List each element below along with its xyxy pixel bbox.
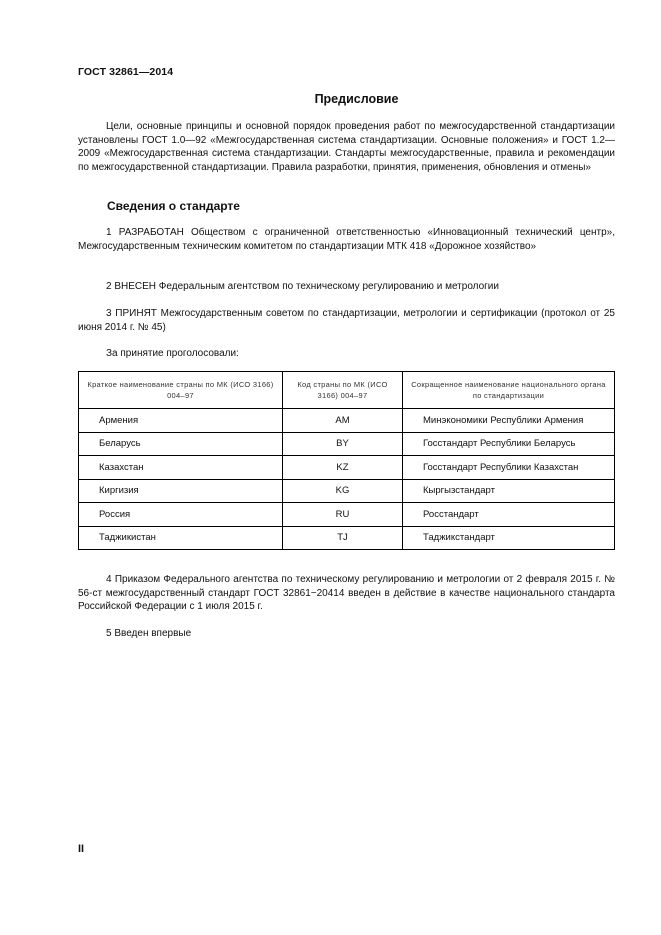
table-row <box>79 409 615 433</box>
country-code: KZ <box>283 456 403 480</box>
country-code: TJ <box>283 526 403 550</box>
info-item-adopted: 3 ПРИНЯТ Межгосударственным советом по стандартизации, метрологии и сертификации (протокол от 25 июня 2014 г. № 45) <box>78 308 615 333</box>
country-name: Казахстан <box>79 456 283 480</box>
country-name: Армения <box>79 409 283 433</box>
table-row <box>79 432 615 456</box>
info-item-submitted: 2 ВНЕСЕН Федеральным агентством по техническому регулированию и метрологии <box>106 281 499 292</box>
standards-body: Росстандарт <box>403 503 615 527</box>
country-name: Киргизия <box>79 479 283 503</box>
standards-body: Госстандарт Республики Беларусь <box>403 432 615 456</box>
standard-info-title: Сведения о стандарте <box>107 199 240 213</box>
info-item-first-introduced: 5 Введен впервые <box>106 628 192 639</box>
voted-label: За принятие проголосовали: <box>106 348 239 359</box>
info-item-enacted: 4 Приказом Федерального агентства по техническому регулированию и метрологии от 2 февраля 2015 г. № 56-ст межгосударственный стандарт ГОСТ 32861−20414 введен в действие в качестве национального стандарта Российской Федерации с 1 июля 2015 г. <box>78 574 615 612</box>
header-standards-body: Сокращенное наименование национального органа по стандартизации <box>403 372 615 409</box>
table-row <box>79 526 615 550</box>
preface-title: Предисловие <box>314 92 399 106</box>
country-name: Россия <box>79 503 283 527</box>
standards-body: Кыргызстандарт <box>403 479 615 503</box>
standards-body: Минэкономики Республики Армения <box>403 409 615 433</box>
country-code: AM <box>283 409 403 433</box>
document-code: ГОСТ 32861—2014 <box>78 66 174 78</box>
country-code: BY <box>283 432 403 456</box>
standards-body: Госстандарт Республики Казахстан <box>403 456 615 480</box>
header-country-code: Код страны по МК (ИСО 3166) 004–97 <box>283 372 403 409</box>
country-code: RU <box>283 503 403 527</box>
table-header-row <box>79 372 615 409</box>
header-country-name: Краткое наименование страны по МК (ИСО 3166) 004–97 <box>79 372 283 409</box>
table-row <box>79 456 615 480</box>
country-name: Беларусь <box>79 432 283 456</box>
country-name: Таджикистан <box>79 526 283 550</box>
page-number: II <box>78 843 85 855</box>
table-row <box>79 479 615 503</box>
preface-paragraph: Цели, основные принципы и основной порядок проведения работ по межгосударственной стандартизации установлены ГОСТ 1.0—92 «Межгосударственная система стандартизации. Основные положения» и ГОСТ 1.2—2009 «Межгосударственная система стандартизации. Стандарты межгосударственные, правила и рекомендации по межгосударственной стандартизации. Правила разработки, принятия, применения, обновления и отмены» <box>78 121 615 173</box>
table-row <box>79 503 615 527</box>
country-code: KG <box>283 479 403 503</box>
standards-body: Таджикстандарт <box>403 526 615 550</box>
info-item-developed: 1 РАЗРАБОТАН Обществом с ограниченной ответственностью «Инновационный технический центр», Межгосударственным техническим комитетом по стандартизации МТК 418 «Дорожное хозяйство» <box>78 227 615 252</box>
voting-table <box>78 371 615 550</box>
